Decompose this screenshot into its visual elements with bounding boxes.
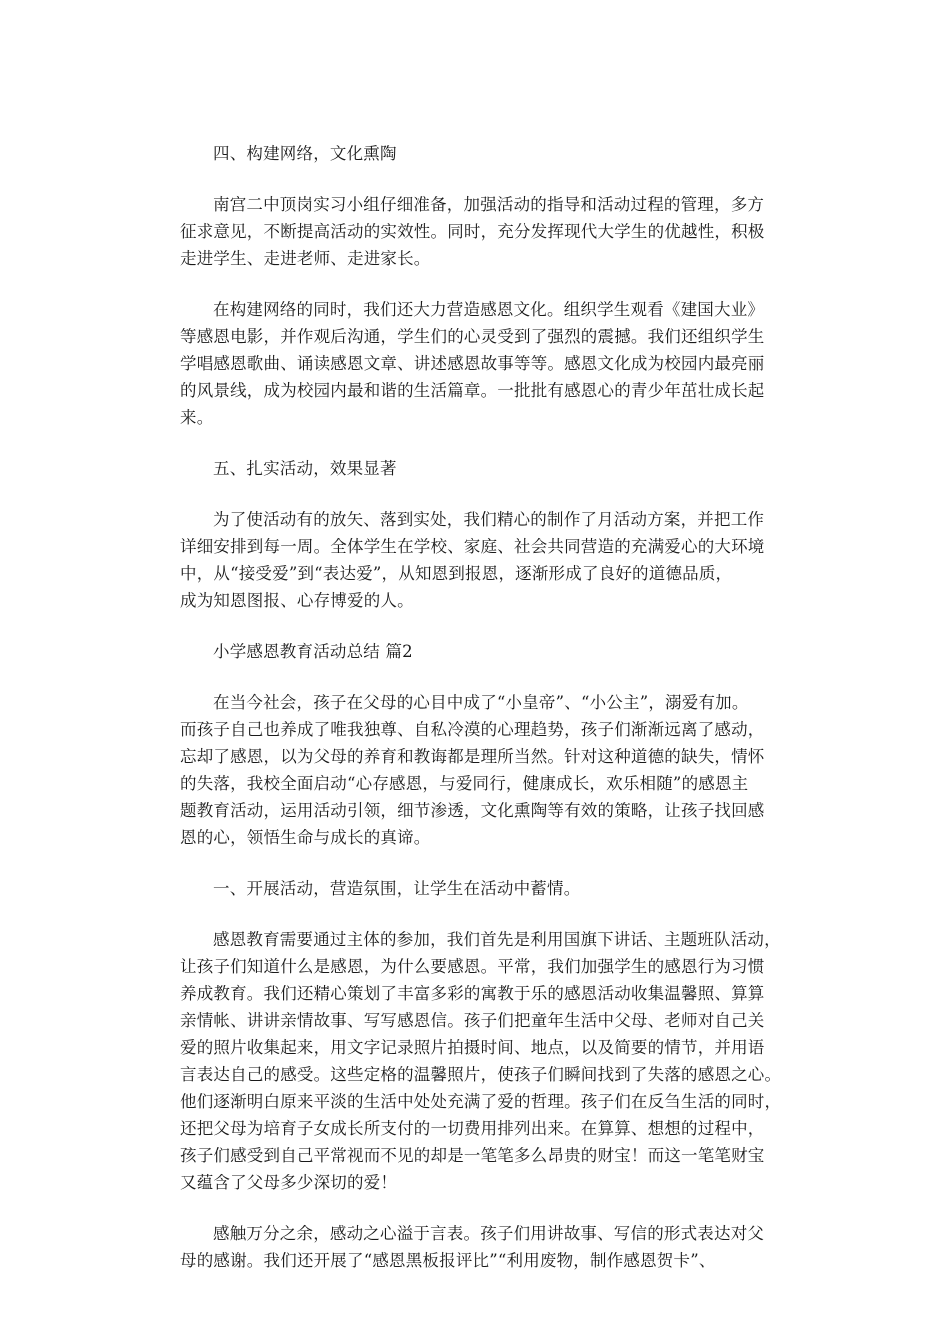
text-line: 题教育活动，运用活动引领，细节渗透，文化熏陶等有效的策略，让孩子找回感 xyxy=(180,801,765,820)
text-line: 忘却了感恩，以为父母的养育和教诲都是理所当然。针对这种道德的缺失，情怀 xyxy=(180,747,765,766)
text-line: 又蕴含了父母多少深切的爱！ xyxy=(180,1173,398,1192)
text-line: 让孩子们知道什么是感恩，为什么要感恩。平常，我们加强学生的感恩行为习惯 xyxy=(180,957,765,976)
text-line: 恩的心，领悟生命与成长的真谛。 xyxy=(180,828,431,847)
text-line: 言表达自己的感受。这些定格的温馨照片，使孩子们瞬间找到了失落的感恩之心。 xyxy=(180,1065,782,1084)
text-line: 而孩子自己也养成了唯我独尊、自私冷漠的心理趋势，孩子们渐渐远离了感动， xyxy=(180,720,765,739)
paragraph xyxy=(180,689,780,851)
text-line: 四、构建网络，文化熏陶 xyxy=(213,144,397,163)
text-line: 感恩教育需要通过主体的参加，我们首先是利用国旗下讲话、主题班队活动， xyxy=(213,930,781,949)
text-line: 亲情帐、讲讲亲情故事、写写感恩信。孩子们把童年生活中父母、老师对自己关 xyxy=(180,1011,765,1030)
paragraph xyxy=(180,191,780,272)
section-heading xyxy=(180,455,780,482)
paragraph xyxy=(180,296,780,431)
text-line: 的失落，我校全面启动“心存感恩，与爱同行，健康成长，欢乐相随”的感恩主 xyxy=(180,774,749,793)
text-line: 的风景线，成为校园内最和谐的生活篇章。一批批有感恩心的青少年茁壮成长起 xyxy=(180,381,765,400)
text-line: 养成教育。我们还精心策划了丰富多彩的寓教于乐的感恩活动收集温馨照、算算 xyxy=(180,984,765,1003)
text-line: 详细安排到每一周。全体学生在学校、家庭、社会共同营造的充满爱心的大环境 xyxy=(180,537,765,556)
text-line: 为了使活动有的放矢、落到实处，我们精心的制作了月活动方案，并把工作 xyxy=(213,510,765,529)
paragraph xyxy=(180,506,780,614)
text-line: 爱的照片收集起来，用文字记录照片拍摄时间、地点，以及简要的情节，并用语 xyxy=(180,1038,765,1057)
text-line: 等感恩电影，并作观后沟通，学生们的心灵受到了强烈的震撼。我们还组织学生 xyxy=(180,327,765,346)
paragraph xyxy=(180,926,780,1196)
section-heading xyxy=(180,140,780,167)
section-heading xyxy=(180,875,780,902)
text-line: 在当今社会，孩子在父母的心目中成了“小皇帝”、“小公主”，溺爱有加。 xyxy=(213,693,749,712)
text-line: 南宫二中顶岗实习小组仔细准备，加强活动的指导和活动过程的管理，多方 xyxy=(213,195,765,214)
text-line: 来。 xyxy=(180,408,214,427)
document-page xyxy=(180,140,780,1298)
text-line: 五、扎实活动，效果显著 xyxy=(213,459,397,478)
text-line: 成为知恩图报、心存博爱的人。 xyxy=(180,591,414,610)
text-line: 学唱感恩歌曲、诵读感恩文章、讲述感恩故事等等。感恩文化成为校园内最亮丽 xyxy=(180,354,765,373)
text-line: 孩子们感受到自己平常视而不见的却是一笔笔多么昂贵的财宝！而这一笔笔财宝 xyxy=(180,1146,765,1165)
text-line: 母的感谢。我们还开展了“感恩黑板报评比”“利用废物，制作感恩贺卡”、 xyxy=(180,1251,716,1270)
text-line: 在构建网络的同时，我们还大力营造感恩文化。组织学生观看《建国大业》 xyxy=(213,300,765,319)
text-line: 他们逐渐明白原来平淡的生活中处处充满了爱的哲理。孩子们在反刍生活的同时， xyxy=(180,1092,782,1111)
text-line: 走进学生、走进老师、走进家长。 xyxy=(180,249,431,268)
text-line: 一、开展活动，营造氛围，让学生在活动中蓄情。 xyxy=(213,879,581,898)
text-line: 小学感恩教育活动总结 篇2 xyxy=(213,642,413,661)
text-line: 还把父母为培育子女成长所支付的一切费用排列出来。在算算、想想的过程中， xyxy=(180,1119,765,1138)
paragraph xyxy=(180,1220,780,1274)
text-line: 感触万分之余，感动之心溢于言表。孩子们用讲故事、写信的形式表达对父 xyxy=(213,1224,765,1243)
section-heading xyxy=(180,638,780,665)
text-line: 中，从“接受爱”到“表达爱”，从知恩到报恩，逐渐形成了良好的道德品质， xyxy=(180,564,733,583)
text-line: 征求意见，不断提高活动的实效性。同时，充分发挥现代大学生的优越性，积极 xyxy=(180,222,765,241)
